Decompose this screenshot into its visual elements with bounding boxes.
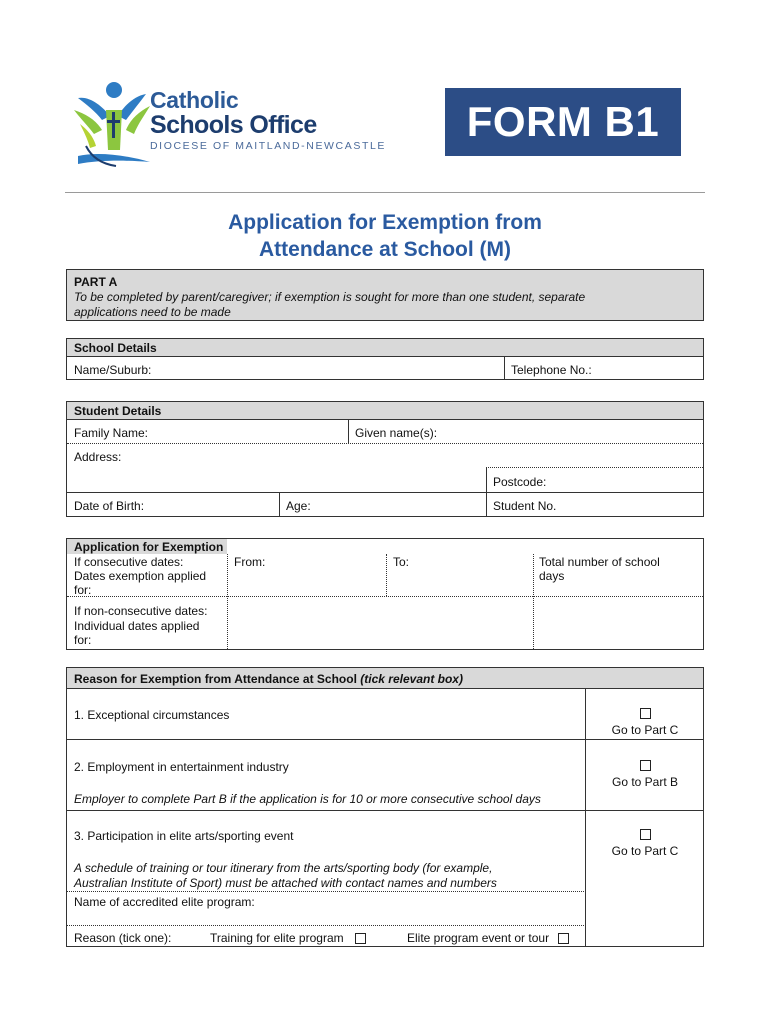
nonconsecutive-label-line-3: for:: [74, 633, 92, 647]
student-details-header: [67, 402, 703, 420]
logo-figure-icon: [72, 76, 152, 172]
school-details-header: [67, 339, 703, 357]
student-details-box: [66, 401, 704, 517]
telephone-field[interactable]: Telephone No.:: [511, 363, 592, 377]
logo-text-schools-office: Schools Office: [150, 111, 317, 139]
header-divider: [65, 192, 705, 193]
option-event-label: Elite program event or tour: [407, 931, 550, 945]
part-a-note-line-2: applications need to be made: [74, 305, 231, 319]
item-2-note: Employer to complete Part B if the application is for 10 or more consecutive school days: [74, 792, 541, 806]
page-title: [150, 209, 620, 263]
title-line-1: Application for Exemption from: [228, 211, 542, 234]
name-suburb-field[interactable]: Name/Suburb:: [74, 363, 152, 377]
reason-header: [67, 668, 703, 689]
item-3-note-line-2: Australian Institute of Sport) must be attached with contact names and numbers: [74, 876, 497, 890]
item-2-go-to: Go to Part B: [611, 775, 679, 789]
part-a-heading: PART A: [74, 275, 118, 289]
reason-tick-label: Reason (tick one):: [74, 931, 172, 945]
reason-item-1: 1. Exceptional circumstances: [74, 708, 230, 722]
option-training-label: Training for elite program: [210, 931, 344, 945]
total-days-label-line-2: days: [539, 569, 565, 583]
student-details-heading: Student Details: [74, 404, 162, 418]
given-names-field[interactable]: Given name(s):: [355, 426, 438, 440]
option-event[interactable]: [407, 931, 569, 945]
family-name-field[interactable]: Family Name:: [74, 426, 149, 440]
total-days-label-line-1: Total number of school: [539, 555, 660, 569]
accredited-program-field[interactable]: Name of accredited elite program:: [74, 895, 255, 909]
item-1-go-to: Go to Part C: [611, 723, 679, 737]
school-details-heading: School Details: [74, 341, 157, 355]
address-field[interactable]: Address:: [74, 450, 122, 464]
postcode-field[interactable]: Postcode:: [493, 475, 547, 489]
consecutive-label-line-3: for:: [74, 583, 92, 597]
to-date-field[interactable]: To:: [393, 555, 410, 569]
form-label: FORM B1: [445, 88, 681, 156]
reason-heading: Reason for Exemption from Attendance at School: [74, 672, 357, 686]
title-line-2: Attendance at School (M): [258, 238, 511, 261]
option-event-checkbox[interactable]: [558, 933, 569, 944]
part-a-box: [66, 269, 704, 321]
application-box: [66, 538, 704, 650]
logo-text-catholic: Catholic: [150, 87, 239, 113]
date-of-birth-field[interactable]: Date of Birth:: [74, 499, 145, 513]
logo-text-diocese: DIOCESE OF MAITLAND-NEWCASTLE: [150, 140, 387, 152]
item-2-checkbox[interactable]: [640, 760, 651, 771]
item-3-note-line-1: A schedule of training or tour itinerary from the arts/sporting body (for example,: [74, 861, 493, 875]
reason-item-2: 2. Employment in entertainment industry: [74, 760, 289, 774]
consecutive-label-line-2: Dates exemption applied: [74, 569, 207, 583]
item-1-checkbox[interactable]: [640, 708, 651, 719]
option-training[interactable]: [210, 931, 366, 945]
age-field[interactable]: Age:: [286, 499, 311, 513]
part-a-note-line-1: To be completed by parent/caregiver; if exemption is sought for more than one student, separate: [74, 290, 586, 304]
item-3-checkbox[interactable]: [640, 829, 651, 840]
consecutive-label-line-1: If consecutive dates:: [74, 555, 184, 569]
nonconsecutive-label-line-2: Individual dates applied: [74, 619, 200, 633]
item-3-go-to: Go to Part C: [611, 844, 679, 858]
nonconsecutive-label-line-1: If non-consecutive dates:: [74, 604, 208, 618]
from-date-field[interactable]: From:: [234, 555, 266, 569]
application-heading: Application for Exemption: [74, 540, 224, 554]
school-details-box: [66, 338, 704, 380]
reason-item-3: 3. Participation in elite arts/sporting event: [74, 829, 294, 843]
individual-dates-field[interactable]: [228, 597, 533, 649]
reason-heading-note: (tick relevant box): [360, 672, 463, 686]
option-training-checkbox[interactable]: [355, 933, 366, 944]
student-number-field[interactable]: Student No.: [493, 499, 557, 513]
reason-box: [66, 667, 704, 947]
